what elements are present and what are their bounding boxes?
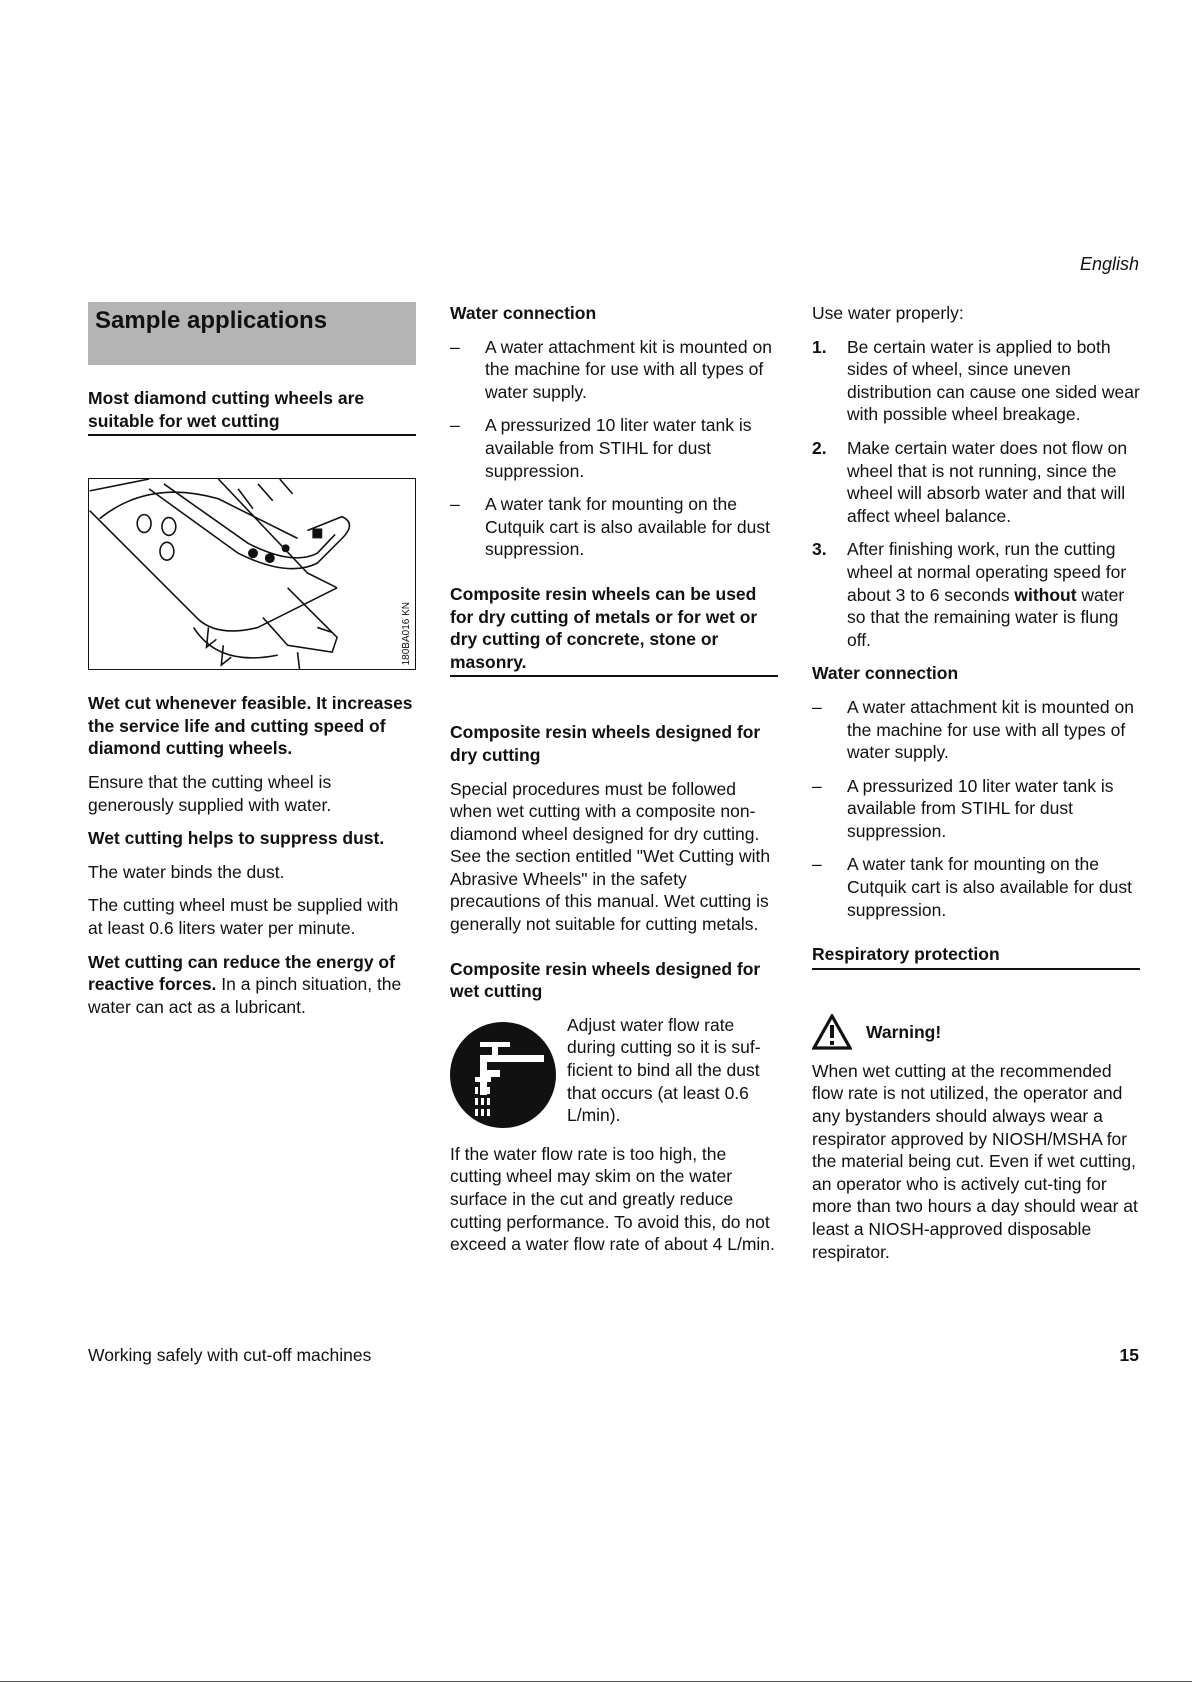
footer-title: Working safely with cut-off machines [88, 1345, 372, 1365]
warning-text: When wet cutting at the recommended flow rate is not utilized, the operator and any bystanders should always wear a respirator approved by NIOSH/MSHA for the material being cut. Even if wet cutting, an operator who is actively cut-ting for more than two hours a day should wear at least a NIOSH-approved disposable respirator. [812, 1060, 1138, 1262]
heading-wet-cutting: Composite resin wheels designed for wet cutting [450, 958, 761, 1002]
paragraph-special-procedures: Special procedures must be followed when wet cutting with a composite non-diamond wheel designed for dry cutting. See the section entitled "Wet Cutting with Abrasive Wheels" in the safety precautions of this manual. Wet cutting is generally not suitable for cutting metals. [450, 778, 771, 935]
column-3 [812, 302, 1140, 1274]
list-item: – A water attachment kit is mounted on the machine for use with all types of water supply. [812, 696, 1140, 764]
water-usage-steps [812, 336, 1140, 652]
water-connection-list-2 [812, 696, 1140, 921]
heading-water-connection-2: Water connection [812, 663, 959, 684]
step-item [812, 538, 1140, 651]
step-number: 2. [812, 437, 827, 458]
step-item [812, 336, 1140, 426]
heading-suppress-dust: Wet cutting helps to suppress dust. [88, 828, 385, 849]
cutoff-machine-drawing [89, 479, 415, 669]
step-text-start: After finishing work, run the cutting wheel at normal operating speed for about 3 to 6 seconds [847, 539, 1127, 605]
figure-code: 180BA016 KN [401, 601, 412, 666]
warning-heading [812, 1014, 1140, 1050]
reactive-forces-rest: In a pinch situation, the water can act as a lubricant. [88, 974, 402, 1017]
list-item: – A pressurized 10 liter water tank is available from STIHL for dust suppression. [812, 775, 1140, 843]
water-connection-list [450, 336, 778, 561]
heading-diamond-wheels: Most diamond cutting wheels are suitable for wet cutting [88, 387, 416, 436]
language-label: English [1079, 254, 1139, 274]
wet-cutting-illustration [88, 478, 416, 670]
list-item: – A water tank for mounting on the Cutquik cart is also available for dust suppression. [812, 853, 1140, 921]
step-text-bold: without [1014, 584, 1077, 605]
paragraph-binds-dust: The water binds the dust. [88, 861, 285, 882]
step-text-end: water so that the remaining water is flung off. [847, 584, 1125, 650]
list-item: – A water attachment kit is mounted on the machine for use with all types of water supply. [450, 336, 778, 404]
step-text: Make certain water does not flow on wheel that is not running, since the wheel will absorb water and that will affect wheel balance. [847, 437, 1128, 526]
heading-composite-resin: Composite resin wheels can be used for dry cutting of metals or for wet or dry cutting of concrete, stone or masonry. [450, 583, 778, 677]
paragraph-adjust-flow: Adjust water flow rate during cutting so it is suf-ficient to bind all the dust that occurs (at least 0.6 L/min). [567, 1014, 761, 1126]
bold-paragraph-wet-cut: Wet cut whenever feasible. It increases the service life and cutting speed of diamond cutting wheels. [88, 693, 413, 759]
paragraph-flow-too-high: If the water flow rate is too high, the cutting wheel may skim on the water surface in the cut and greatly reduce cutting performance. To avoid this, do not exceed a water flow rate of about 4 L/min. [450, 1143, 775, 1255]
list-item: – A water tank for mounting on the Cutquik cart is also available for dust suppression. [450, 493, 778, 561]
heading-dry-cutting: Composite resin wheels designed for dry cutting [450, 722, 761, 765]
flow-rate-note [450, 1014, 778, 1132]
page-bottom-divider [0, 1681, 1192, 1682]
warning-label: Warning! [866, 1021, 942, 1042]
column-1 [88, 302, 416, 1029]
step-number: 3. [812, 539, 827, 560]
paragraph-water-supply: Ensure that the cutting wheel is generously supplied with water. [88, 771, 332, 815]
step-text: Be certain water is applied to both sides of wheel, since uneven distribution can cause one sided wear with possible wheel breakage. [847, 336, 1140, 425]
step-number: 1. [812, 336, 827, 357]
section-title: Sample applications [88, 302, 416, 365]
paragraph-flow-minimum: The cutting wheel must be supplied with at least 0.6 liters water per minute. [88, 895, 399, 938]
page-number: 15 [1119, 1345, 1139, 1365]
water-faucet-icon [450, 1022, 556, 1128]
step-item [812, 437, 1140, 527]
reactive-forces-bold: Wet cutting can reduce the energy of reactive forces. [88, 951, 395, 995]
warning-triangle-icon [812, 1014, 852, 1050]
heading-water-connection: Water connection [450, 303, 597, 323]
heading-respiratory-protection: Respiratory protection [812, 943, 1140, 970]
column-2 [450, 302, 778, 1267]
paragraph-reactive-forces [88, 951, 416, 1019]
list-item: – A pressurized 10 liter water tank is available from STIHL for dust suppression. [450, 414, 778, 482]
intro-use-water: Use water properly: [812, 303, 964, 323]
